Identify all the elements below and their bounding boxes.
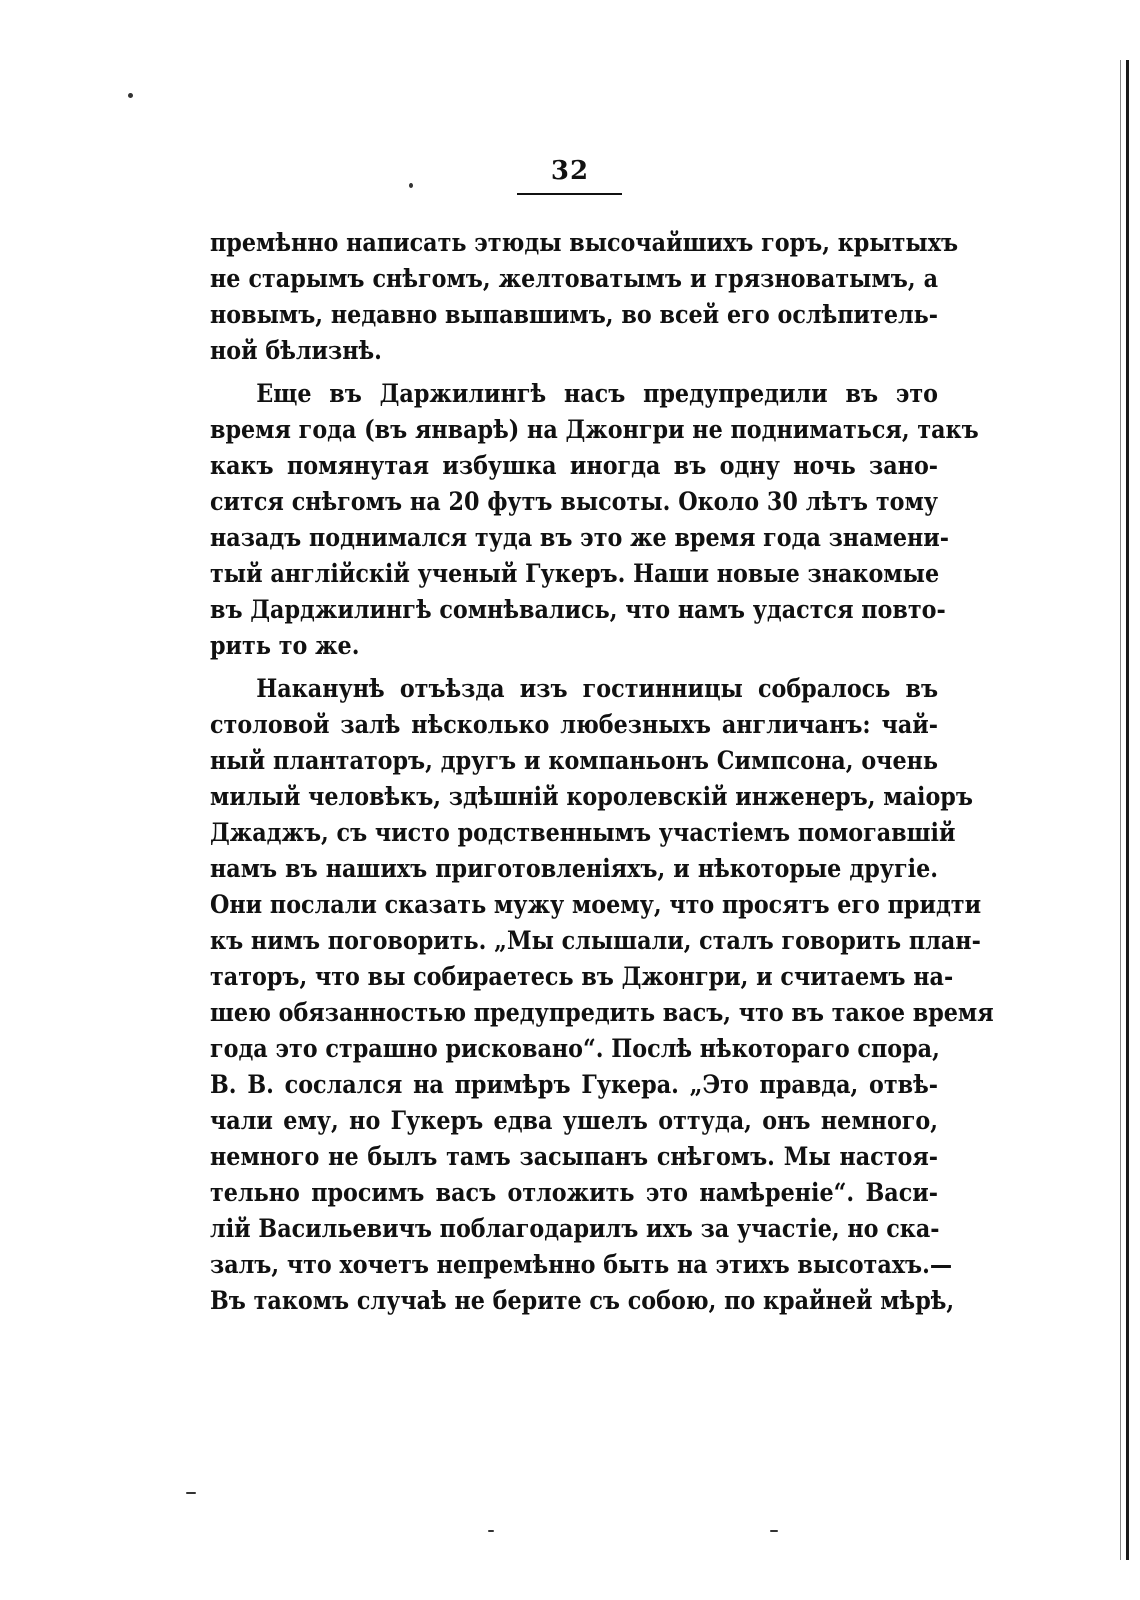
- paragraph-gap: [210, 664, 938, 671]
- text-line: время года (въ январѣ) на Джонгри не подниматься, такъ: [210, 415, 979, 444]
- text-line: какъ помянутая избушка иногда въ одну ночь зано-: [210, 451, 939, 480]
- page-edge-shadow: [1120, 60, 1121, 1560]
- text-line: новымъ, недавно выпавшимъ, во всей его ослѣпитель-: [210, 300, 939, 329]
- paragraph: [210, 225, 959, 369]
- text-line: ный плантаторъ, другъ и компаньонъ Симпсона, очень: [210, 746, 939, 775]
- page-number: 32: [550, 156, 590, 186]
- text-line: залъ, что хочетъ непремѣнно быть на этихъ высотахъ.—: [210, 1250, 953, 1279]
- text-block: [210, 225, 994, 1319]
- text-line: Они послали сказать мужу моему, что просятъ его придти: [210, 890, 982, 919]
- speck-mark: [409, 183, 413, 188]
- text-line: В. В. сослался на примѣръ Гукера. „Это правда, отвѣ-: [210, 1070, 939, 1099]
- page-number-rule: [517, 193, 622, 195]
- text-line: тельно просимъ васъ отложить это намѣреніе“. Васи-: [210, 1178, 939, 1207]
- text-line: лій Васильевичъ поблагодарилъ ихъ за участіе, но ска-: [210, 1214, 940, 1243]
- text-line: чали ему, но Гукеръ едва ушелъ оттуда, онъ немного,: [210, 1106, 939, 1135]
- text-line: Еще въ Даржилингѣ насъ предупредили въ это: [256, 379, 939, 408]
- paragraph-gap: [210, 369, 938, 376]
- text-line: назадъ поднимался туда въ это же время года знамени-: [210, 523, 950, 552]
- text-line: милый человѣкъ, здѣшній королевскій инженеръ, маіоръ: [210, 782, 973, 811]
- text-line: къ нимъ поговорить. „Мы слышали, сталъ говорить план-: [210, 926, 981, 955]
- paragraph: [210, 671, 994, 1319]
- text-line: ной бѣлизнѣ.: [210, 336, 382, 365]
- text-line: года это страшно рисковано“. Послѣ нѣкотораго спора,: [210, 1034, 940, 1063]
- text-line: сится снѣгомъ на 20 футъ высоты. Около 30 лѣтъ тому: [210, 487, 939, 516]
- speck-mark: [186, 1492, 196, 1494]
- page-edge: [1126, 60, 1129, 1560]
- text-line: столовой залѣ нѣсколько любезныхъ англичанъ: чай-: [210, 710, 939, 739]
- text-line: не старымъ снѣгомъ, желтоватымъ и грязноватымъ, а: [210, 264, 939, 293]
- text-line: тый англійскій ученый Гукеръ. Наши новые знакомые: [210, 559, 940, 588]
- text-line: рить то же.: [210, 631, 360, 660]
- text-line: Джаджъ, съ чисто родственнымъ участіемъ помогавшій: [210, 818, 956, 847]
- text-line: въ Дарджилингѣ сомнѣвались, что намъ удастся повто-: [210, 595, 946, 624]
- text-line: Въ такомъ случаѣ не берите съ собою, по крайней мѣрѣ,: [210, 1286, 955, 1315]
- text-line: Наканунѣ отъѣзда изъ гостинницы собралось въ: [256, 674, 939, 703]
- speck-mark: [488, 1530, 494, 1532]
- speck-mark: [128, 93, 133, 98]
- speck-mark: [770, 1530, 778, 1532]
- text-line: намъ въ нашихъ приготовленіяхъ, и нѣкоторые другіе.: [210, 854, 939, 883]
- text-line: таторъ, что вы собираетесь въ Джонгри, и считаемъ на-: [210, 962, 954, 991]
- paragraph: [210, 376, 979, 664]
- text-line: премѣнно написать этюды высочайшихъ горъ, крытыхъ: [210, 228, 959, 257]
- text-line: немного не былъ тамъ засыпанъ снѣгомъ. Мы настоя-: [210, 1142, 939, 1171]
- text-line: шею обязанностью предупредить васъ, что въ такое время: [210, 998, 994, 1027]
